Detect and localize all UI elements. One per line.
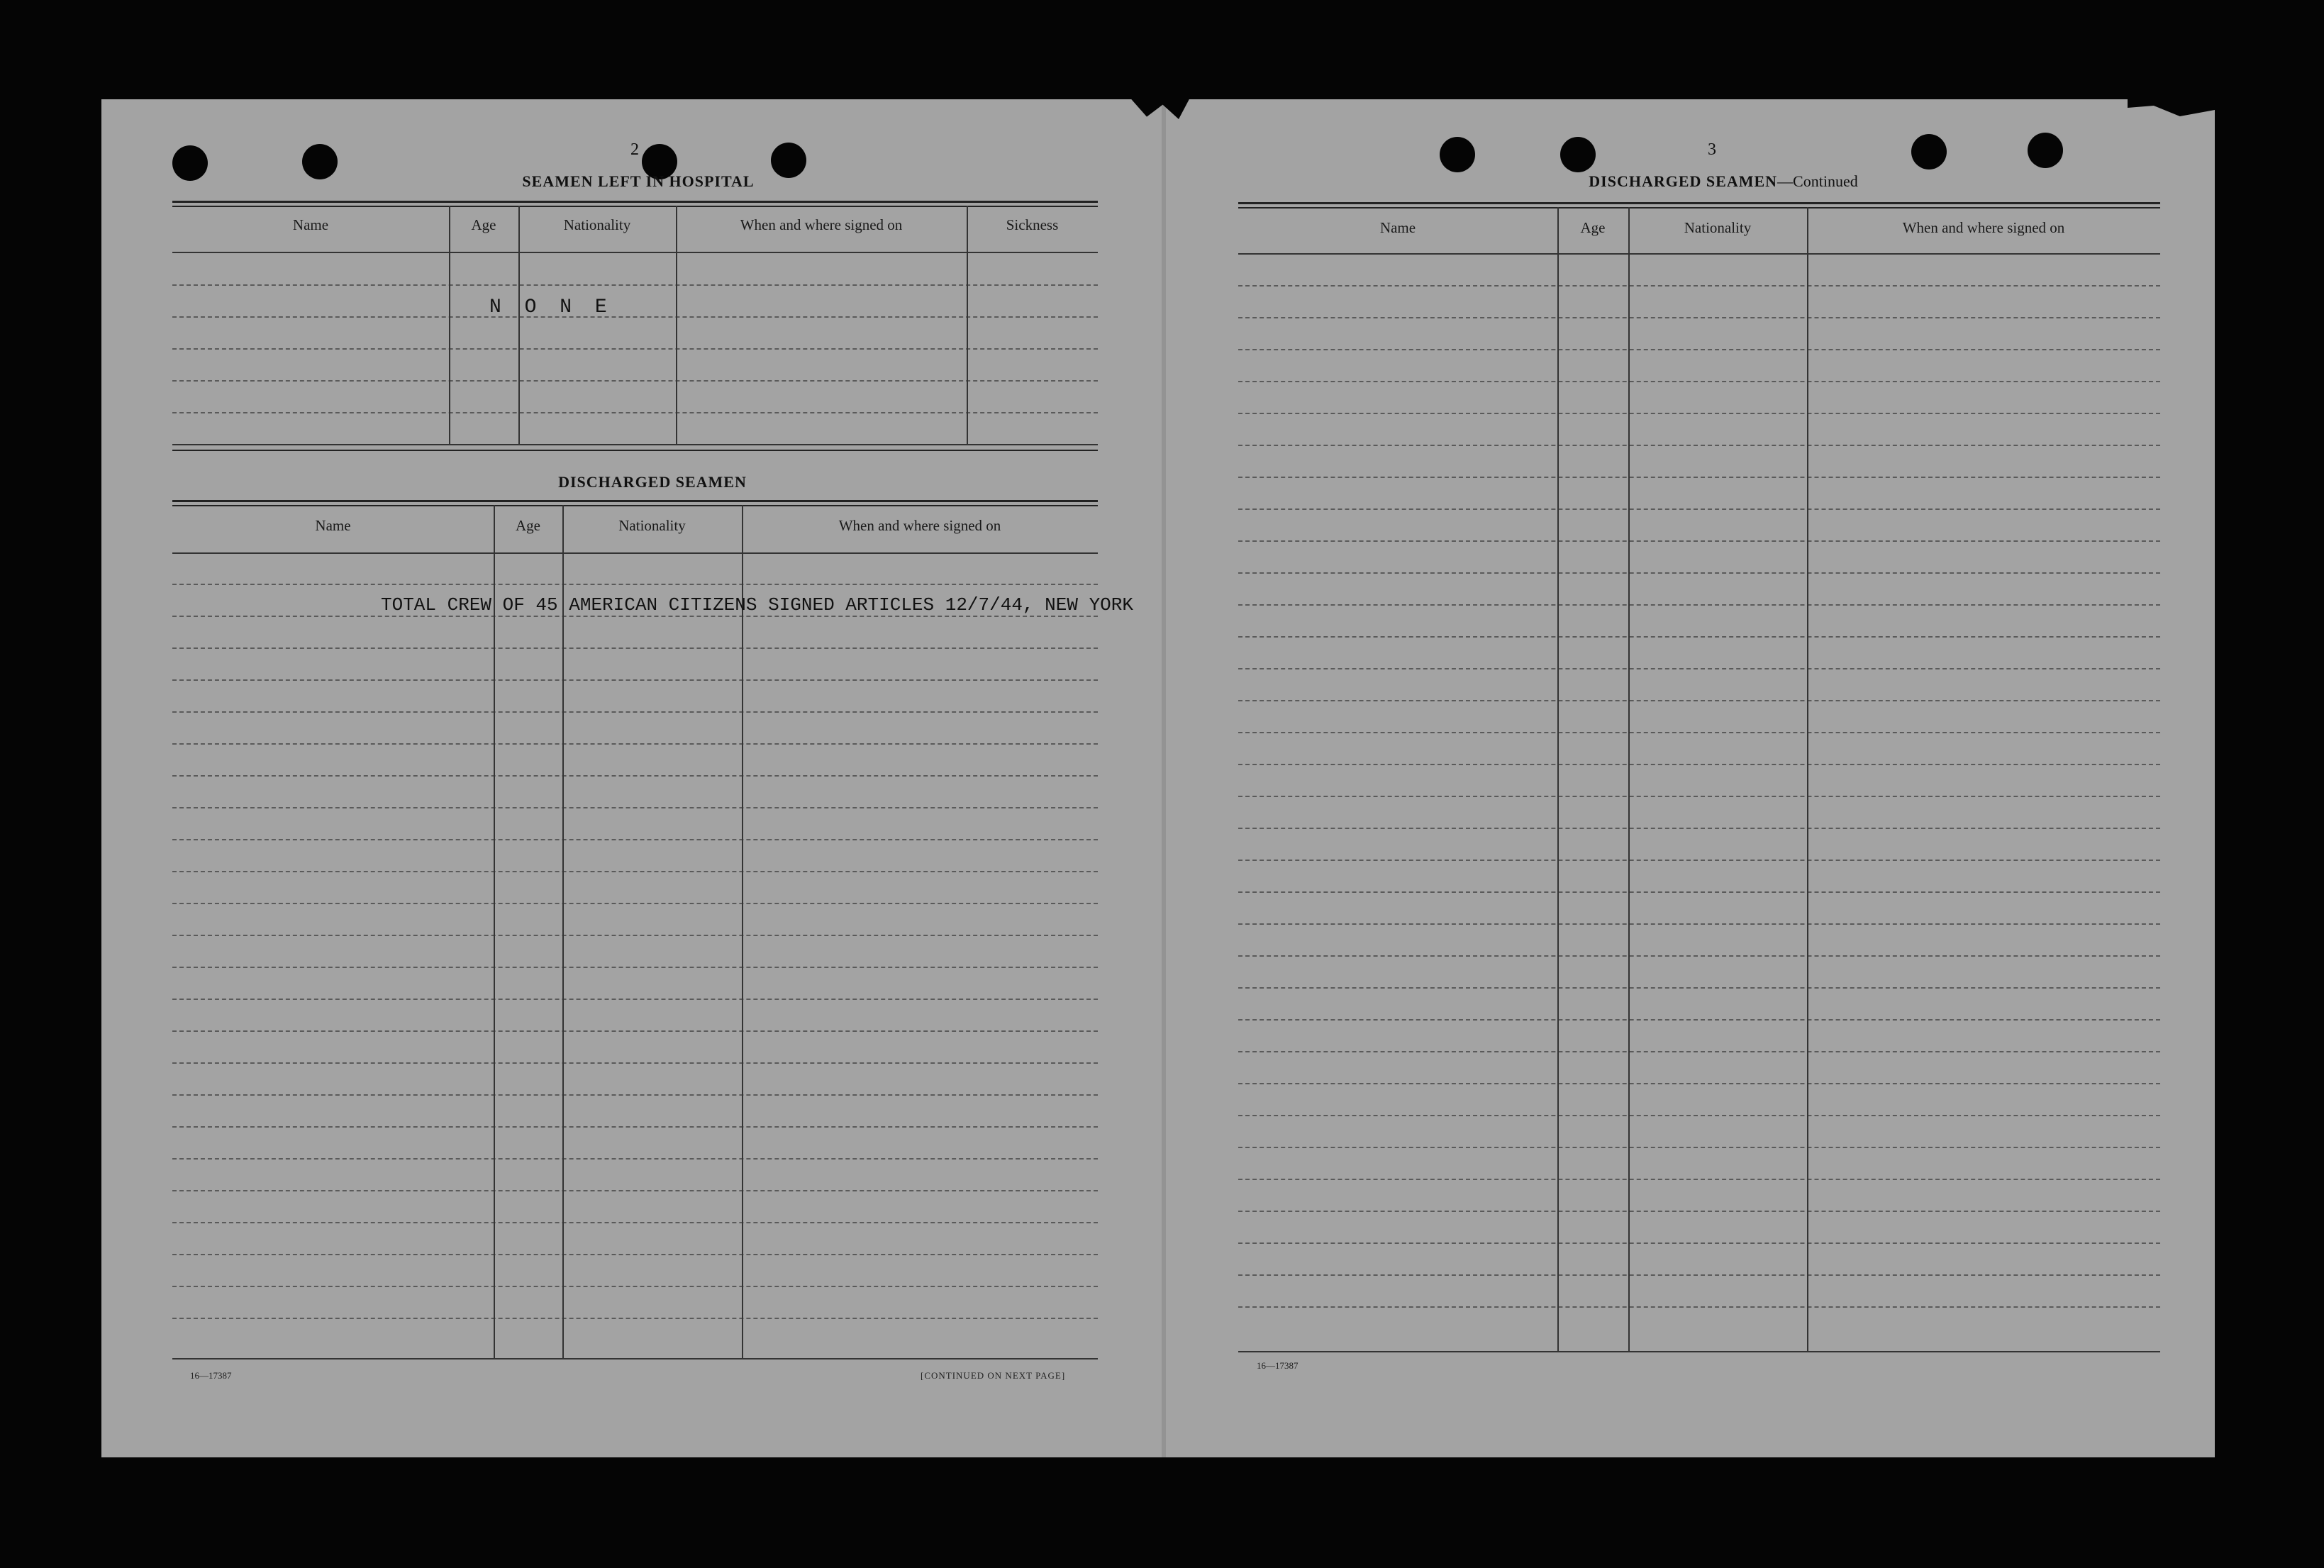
page-number: 2: [630, 140, 639, 159]
column-header-name: Name: [1379, 219, 1416, 236]
column-header-nationality: Nationality: [1684, 219, 1752, 236]
form-number: 16—17387: [190, 1370, 232, 1381]
section-title-discharged: DISCHARGED SEAMEN: [558, 473, 747, 491]
column-header-sickness: Sickness: [1006, 216, 1059, 233]
discharged-continued-table: [1238, 202, 2160, 1358]
form-number: 16—17387: [1257, 1360, 1299, 1371]
punch-hole: [1911, 134, 1947, 169]
column-header-when-where: When and where signed on: [740, 216, 903, 233]
discharged-table: [172, 500, 1098, 1365]
column-header-when-where: When and where signed on: [1902, 219, 2065, 236]
punch-hole: [1560, 137, 1596, 172]
section-title-hospital: SEAMEN LEFT IN HOSPITAL: [522, 172, 755, 190]
column-header-age: Age: [516, 517, 540, 534]
punch-hole: [302, 144, 338, 179]
discharged-entry-total-crew: TOTAL CREW OF 45 AMERICAN CITIZENS SIGNED ARTICLES 12/7/44, NEW YORK: [381, 594, 1133, 616]
column-header-nationality: Nationality: [618, 517, 686, 534]
column-header-name: Name: [315, 517, 351, 534]
center-fold: [1162, 99, 1166, 1457]
punch-hole: [1440, 137, 1475, 172]
hospital-entry-none: N O N E: [489, 296, 613, 318]
section-title-discharged-continued: [1525, 172, 1922, 191]
section-title-suffix: —Continued: [1777, 172, 1858, 190]
continued-note: [CONTINUED ON NEXT PAGE]: [921, 1370, 1066, 1381]
column-header-name: Name: [292, 216, 329, 233]
section-title-text: DISCHARGED SEAMEN: [1589, 172, 1778, 190]
punch-hole: [172, 145, 208, 181]
column-header-age: Age: [1580, 219, 1606, 236]
column-header-age: Age: [471, 216, 496, 233]
page-number: 3: [1708, 140, 1716, 159]
column-header-nationality: Nationality: [563, 216, 631, 233]
column-header-when-where: When and where signed on: [838, 517, 1001, 534]
punch-hole: [2028, 133, 2063, 168]
hospital-table: [172, 201, 1098, 453]
